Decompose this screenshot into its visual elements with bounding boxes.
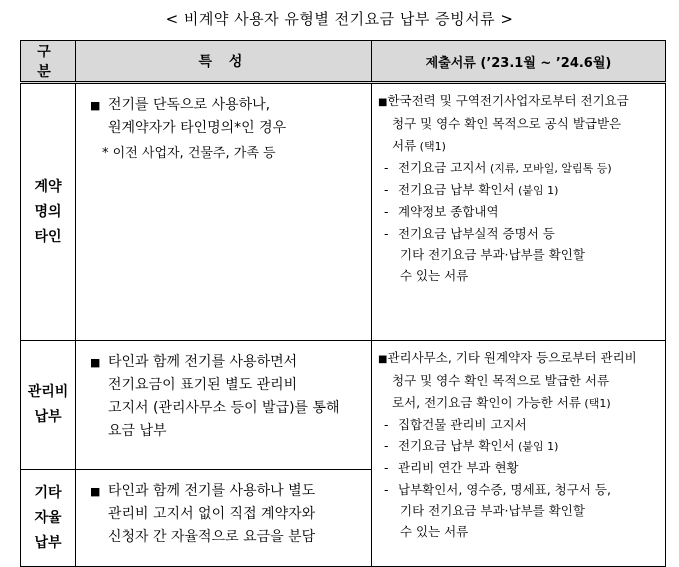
header-documents: 제출서류 (’23.1월 ~ ’24.6월) [372,41,666,83]
list-item: - 전기요금 납부 확인서 (붙임 1) [384,438,559,454]
characteristics-cell: ■ 전기를 단독으로 사용하나, 원계약자가 타인명의*인 경우 * 이전 사업자, 건물주, 가족 등 [76,83,372,341]
bullet-icon: ■ [378,97,388,108]
category-cell: 계약 명의 타인 [21,83,76,341]
bullet-icon: ■ [90,99,101,112]
list-item: - 전기요금 납부실적 증명서 등 [384,225,555,241]
characteristics-cell: ■ 타인과 함께 전기를 사용하나 별도 관리비 고지서 없이 직접 계약자와 신청자 간 자율적으로 요금을 분담 [76,470,372,567]
header-category: 구 분 [21,41,76,83]
header-characteristics: 특 성 [76,41,372,83]
bullet-icon: ■ [378,354,388,365]
category-cell: 기타 자율 납부 [21,470,76,567]
evidence-table [20,40,666,567]
category-cell: 관리비 납부 [21,341,76,470]
documents-cell: ■한국전력 및 구역전기사업자로부터 전기요금 청구 및 영수 확인 목적으로 공식 발급받은 서류 (택1) - 전기요금 고지서 (지류, 모바일, 알림톡 등) - 전기요금 납부 확인서 (붙임 1) - 계약정보 종합내역 - 전기요금 납부실적 증명서 등 기타 전기요금 부과·납부를 확인할 수 있는 서류 [372,83,666,341]
list-item: - 전기요금 납부 확인서 (붙임 1) [384,182,559,198]
table-row [21,341,666,470]
bullet-icon: ■ [90,485,101,498]
footnote: * 이전 사업자, 건물주, 가족 등 [102,146,276,161]
bullet-icon: ■ [90,356,101,369]
table-header-row [21,41,666,83]
page-title: < 비계약 사용자 유형별 전기요금 납부 증빙서류 > [165,10,514,28]
documents-cell: ■관리사무소, 기타 원계약자 등으로부터 관리비 청구 및 영수 확인 목적으로 발급한 서류 로서, 전기요금 확인이 가능한 서류 (택1) - 집합건물 관리비 고지서 - 전기요금 납부 확인서 (붙임 1) - 관리비 연간 부과 현황 - 납부확인서, 영수증, 명세표, 청구서 등, 기타 전기요금 부과·납부를 확인할 수 있는 서류 [372,341,666,567]
list-item: - 납부확인서, 영수증, 명세표, 청구서 등, [384,481,611,497]
table-row [21,83,666,341]
list-item: - 관리비 연간 부과 현황 [384,460,519,476]
characteristics-cell: ■ 타인과 함께 전기를 사용하면서 전기요금이 표기된 별도 관리비 고지서 (관리사무소 등이 발급)를 통해 요금 납부 [76,341,372,470]
list-item: - 계약정보 종합내역 [384,204,499,220]
list-item: - 집합건물 관리비 고지서 [384,416,527,432]
list-item: - 전기요금 고지서 (지류, 모바일, 알림톡 등) [384,159,612,175]
